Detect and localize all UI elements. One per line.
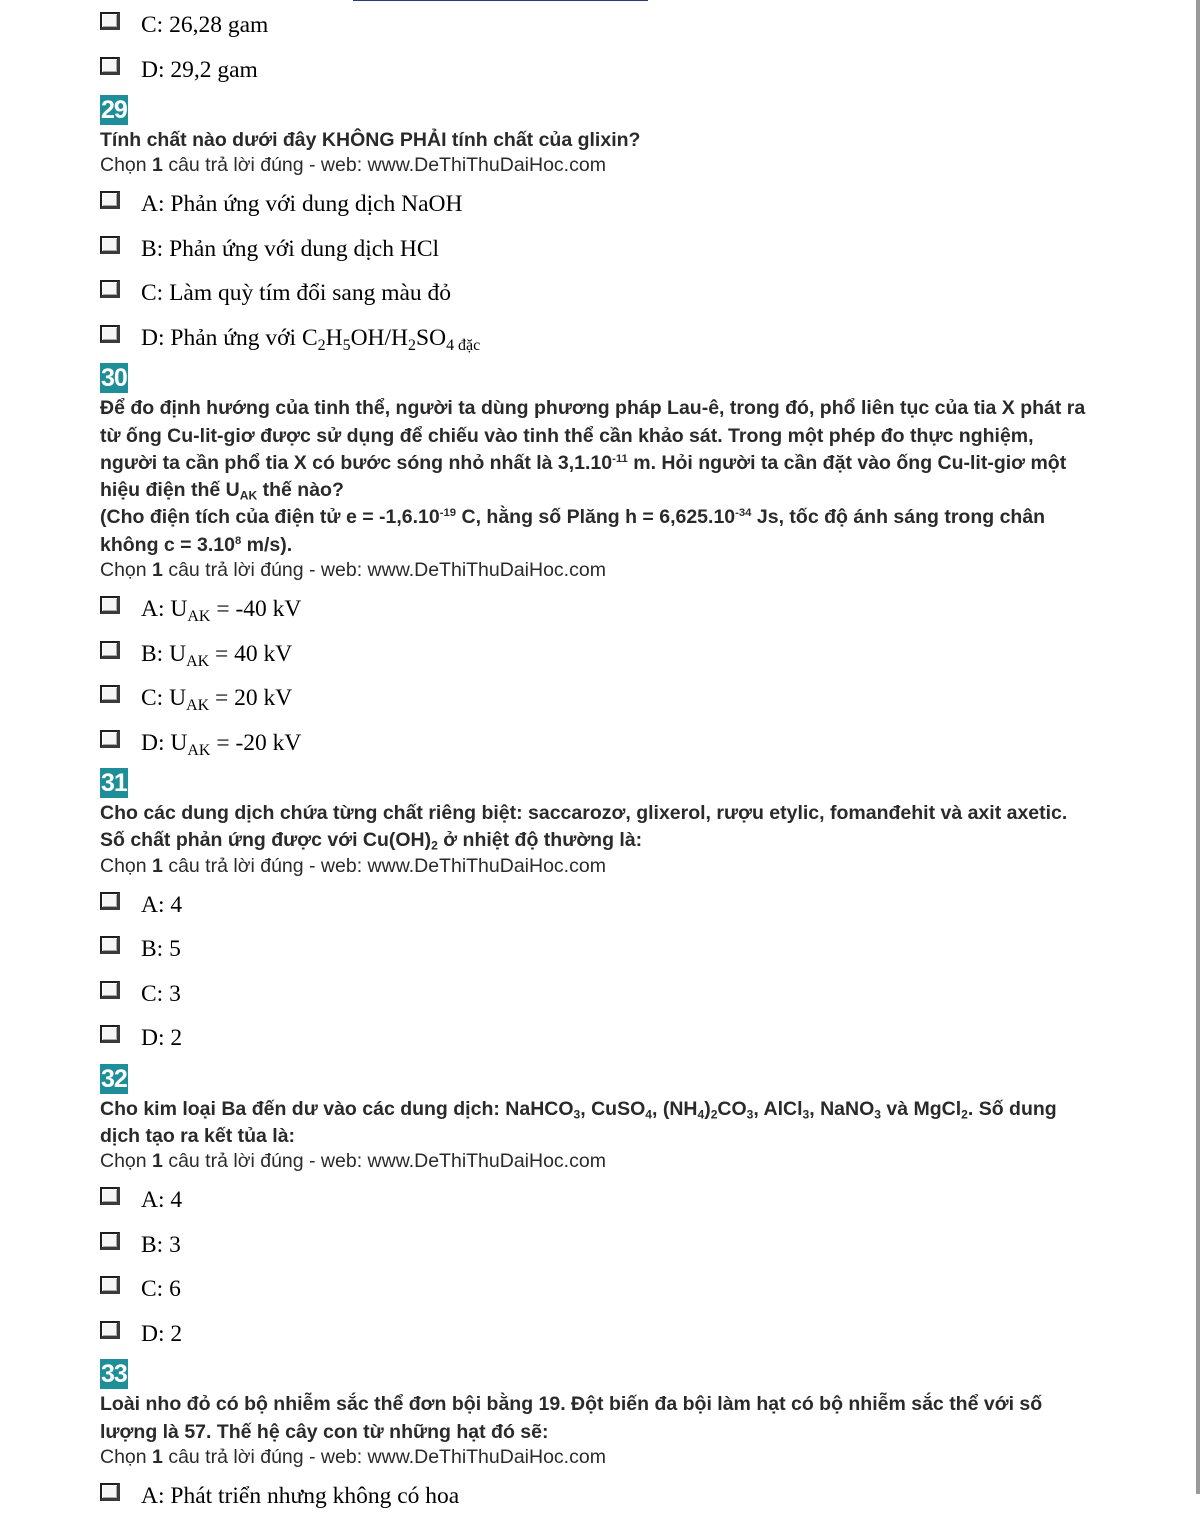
answer-checkbox[interactable] [100,12,120,30]
quiz-content [100,6,1130,1521]
option-label: A: Phát triển nhưng không có hoa [141,1482,460,1509]
question-32 [100,1064,1130,1360]
option-label: B: Phản ứng với dung dịch HCl [141,235,440,262]
answer-hint: Chọn 1 câu trả lời đúng - web: www.DeThiThuDaiHoc.com [100,154,606,177]
option-row[interactable] [100,1181,1130,1226]
question-number: 33 [101,1360,127,1389]
option-label: C: $U_{AK} = 20$ kV [141,685,293,714]
answer-checkbox[interactable] [100,236,120,254]
question-text: Cho kim loại Ba đến dư vào các dung dịch: NaHCO$_3$, CuSO$_4$, $(NH_4)_2CO_3$, AlCl$_3$, NaNO$_3$ và MgCl$_2$. Số dung dịch tạo ra kết tủa là: [100,1097,1057,1147]
option-row[interactable] [100,1477,1130,1521]
option-row[interactable] [100,230,1130,275]
option-row[interactable] [100,975,1130,1020]
answer-checkbox[interactable] [100,325,120,343]
answer-checkbox[interactable] [100,191,120,209]
answer-checkbox[interactable] [100,1483,120,1501]
answer-checkbox[interactable] [100,1025,120,1043]
answer-checkbox[interactable] [100,730,120,748]
option-label: D: 2 [141,1025,183,1052]
answer-checkbox[interactable] [100,685,120,703]
answer-checkbox[interactable] [100,1232,120,1250]
question-text: Loài nho đỏ có bộ nhiễm sắc thể đơn bội bằng 19. Đột biến đa bội làm hạt có bộ nhiễm sắc thể với số lượng là 57. Thế hệ cây con từ những hạt đó sẽ: [100,1393,1043,1443]
option-label: C: Làm quỳ tím đổi sang màu đỏ [141,280,452,307]
question-number: 29 [101,96,127,124]
question-number: 31 [101,769,127,798]
question-number: 30 [101,364,127,393]
answer-checkbox[interactable] [100,1276,120,1294]
answer-checkbox[interactable] [100,1321,120,1339]
option-label: B: 5 [141,936,181,963]
answer-checkbox[interactable] [100,981,120,999]
option-label: A: $U_{AK} = -40$ kV [141,596,302,625]
option-row[interactable] [100,274,1130,319]
answer-checkbox[interactable] [100,596,120,614]
option-label: D: $U_{AK} = -20$ kV [141,729,302,759]
option-row[interactable] [100,51,1130,96]
question-29 [100,95,1130,363]
page-edge [1196,0,1200,1494]
option-label: C: 6 [141,1276,181,1303]
answer-hint: Chọn 1 câu trả lời đúng - web: www.DeThiThuDaiHoc.com [100,559,606,582]
option-label: C: 26,28 gam [141,12,269,38]
question-text: Cho các dung dịch chứa từng chất riêng biệt: saccarozơ, glixerol, rượu etylic, fomanđehit và axit axetic. Số chất phản ứng được với $Cu(OH)_2$ ở nhiệt độ thường là: [100,802,1068,853]
question-30 [100,363,1130,768]
option-row[interactable] [100,930,1130,975]
top-rule [353,0,648,1]
answer-checkbox[interactable] [100,280,120,298]
option-label: D: 29,2 gam [141,56,258,83]
answer-checkbox[interactable] [100,641,120,659]
option-label: A: Phản ứng với dung dịch NaOH [141,191,463,218]
option-row[interactable] [100,6,1130,51]
question-number: 32 [101,1064,127,1093]
answer-checkbox[interactable] [100,892,120,910]
answer-hint: Chọn 1 câu trả lời đúng - web: www.DeThiThuDaiHoc.com [100,854,606,877]
answer-checkbox[interactable] [100,57,120,75]
answer-checkbox[interactable] [100,936,120,954]
option-label: D: 2 [141,1320,183,1347]
option-label: D: Phản ứng với $C_2H_5OH/H_2SO_{4 đặc}$ [141,324,481,354]
option-row[interactable] [100,886,1130,931]
option-row[interactable] [100,1019,1130,1064]
option-row[interactable] [100,590,1130,635]
option-label: B: $U_{AK} = 40$ kV [141,640,293,670]
option-label: A: 4 [141,891,183,918]
option-row[interactable] [100,1270,1130,1315]
option-row[interactable] [100,724,1130,769]
option-row[interactable] [100,319,1130,364]
question-33 [100,1359,1130,1521]
answer-hint: Chọn 1 câu trả lời đúng - web: www.DeThiThuDaiHoc.com [100,1150,606,1173]
option-row[interactable] [100,1315,1130,1360]
option-label: C: 3 [141,980,181,1007]
option-row[interactable] [100,635,1130,680]
question-31 [100,768,1130,1064]
question-text: Tính chất nào dưới đây KHÔNG PHẢI tính chất của glixin? [100,129,641,151]
answer-checkbox[interactable] [100,1187,120,1205]
option-label: B: 3 [141,1231,181,1258]
option-row[interactable] [100,679,1130,724]
question-text: Để đo định hướng của tinh thể, người ta dùng phương pháp Lau-ê, trong đó, phổ liên tục của tia X phát ra từ ống Cu-lit-giơ được sử dụng để chiếu vào tinh thể cần khảo sát. Trong một phép đo thực nghiệm, người ta cần phổ tia X có bước sóng nhỏ nhất là $3,1.10^{-11}$ m. Hỏi người ta cần đặt vào ống Cu-lit-giơ một hiệu điện thế $U_{AK}$ thế nào? (Cho điện tích của điện tử $e = -1,6.10^{-19}$ C, hằng số Plăng $h = 6,625.10^{-34}$ Js, tốc độ ánh sáng trong chân không $c = 3.10^8$ m/s). [100,397,1086,556]
option-row[interactable] [100,1226,1130,1271]
option-row[interactable] [100,185,1130,230]
answer-hint: Chọn 1 câu trả lời đúng - web: www.DeThiThuDaiHoc.com [100,1445,606,1468]
option-label: A: 4 [141,1187,183,1214]
